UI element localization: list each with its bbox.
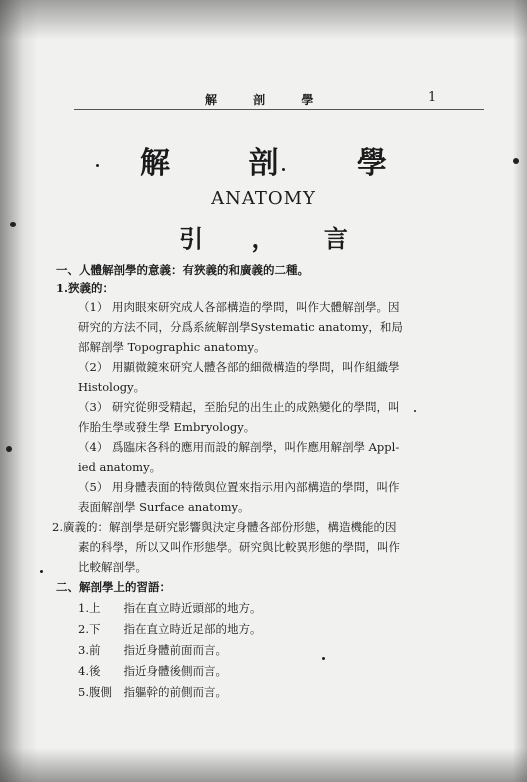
ink-speck (322, 657, 325, 660)
scan-shadow-bottom (0, 748, 527, 782)
body-line: 2.下 指在直立時近足部的地方。 (78, 622, 262, 636)
body-line: （5） 用身體表面的特徵與位置來指示用內部構造的學問，叫作 (78, 480, 400, 494)
body-line: 二、解剖學上的習語： (56, 580, 171, 594)
body-line: （4） 爲臨床各科的應用而設的解剖學，叫作應用解剖學 Appl- (78, 440, 400, 454)
body-line: （1） 用肉眼來研究成人各部構造的學問，叫作大體解剖學。因 (78, 300, 400, 314)
ink-speck (40, 570, 43, 573)
body-line: （3） 研究從卵受精起，至胎兒的出生止的成熟變化的學問，叫 (78, 400, 400, 414)
body-line: 1.上 指在直立時近頭部的地方。 (78, 601, 262, 615)
body-line: 5.腹側 指軀幹的前側而言。 (78, 685, 227, 699)
scan-shadow-right (513, 0, 527, 782)
chapter-title: 解 剖 學 (140, 146, 421, 181)
body-line: 2.廣義的：解剖學是研究影響與決定身體各部份形態，構造機能的因 (52, 520, 397, 534)
running-head: 解 剖 學 (205, 93, 330, 107)
body-line: 1.狹義的： (56, 281, 115, 295)
body-line: （2） 用顯微鏡來研究人體各部的細微構造的學問，叫作組織學 (78, 360, 400, 374)
body-line: 3.前 指近身體前面而言。 (78, 643, 227, 657)
body-line: 素的科學，所以又叫作形態學。研究與比較異形態的學問，叫作 (78, 540, 400, 554)
scan-shadow-top (0, 0, 527, 40)
body-line: 部解剖學 Topographic anatomy。 (78, 340, 266, 354)
body-line: 4.後 指近身體後側而言。 (78, 664, 227, 678)
ink-speck (414, 410, 416, 412)
body-line: ied anatomy。 (78, 460, 162, 474)
section-title: 引 ， 言 (179, 224, 368, 253)
body-line: 比較解剖學。 (78, 560, 147, 574)
body-line: 作胎生學或發生學 Embryology。 (78, 420, 256, 434)
ink-speck (6, 446, 12, 452)
page-number: 1 (428, 90, 437, 105)
body-line: 一、人體解剖學的意義：有狹義的和廣義的二種。 (56, 263, 309, 277)
header-rule (74, 109, 484, 110)
body-line: Histology。 (78, 380, 146, 394)
chapter-title-english: ANATOMY (211, 188, 316, 209)
scan-shadow-left (0, 0, 38, 782)
body-line: 表面解剖學 Surface anatomy。 (78, 500, 250, 514)
body-line: 研究的方法不同，分爲系統解剖學Systematic anatomy，和局 (78, 320, 403, 334)
